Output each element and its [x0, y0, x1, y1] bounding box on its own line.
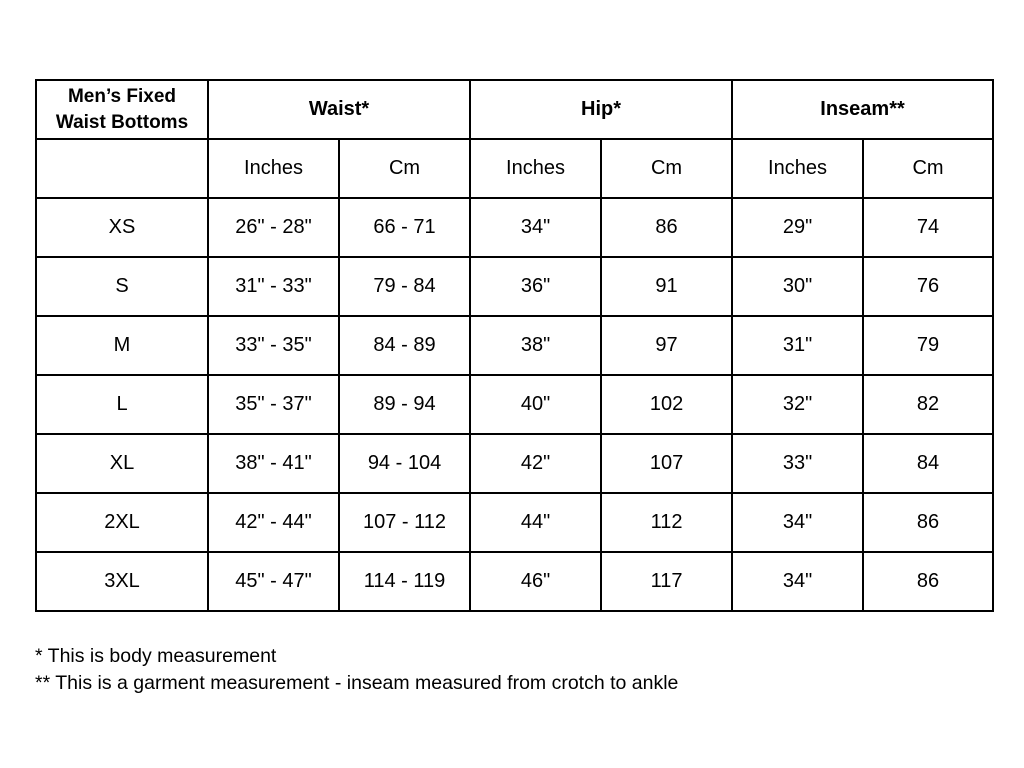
inseam-cm-cell: 79 — [863, 316, 993, 375]
hip-inches-cell: 34" — [470, 198, 601, 257]
inseam-inches-cell: 34" — [732, 493, 863, 552]
size-label: M — [36, 316, 208, 375]
group-header-row — [36, 80, 993, 139]
inseam-cm-header: Cm — [863, 139, 993, 198]
waist-cm-cell: 66 - 71 — [339, 198, 470, 257]
table-row — [36, 257, 993, 316]
inseam-inches-cell: 33" — [732, 434, 863, 493]
size-label: S — [36, 257, 208, 316]
waist-inches-cell: 42" - 44" — [208, 493, 339, 552]
waist-cm-cell: 107 - 112 — [339, 493, 470, 552]
hip-cm-cell: 107 — [601, 434, 732, 493]
size-label: XS — [36, 198, 208, 257]
size-label: XL — [36, 434, 208, 493]
hip-inches-cell: 40" — [470, 375, 601, 434]
table-row — [36, 316, 993, 375]
inseam-inches-cell: 30" — [732, 257, 863, 316]
table-title-line2: Waist Bottoms — [55, 111, 189, 133]
hip-inches-cell: 38" — [470, 316, 601, 375]
size-label: 2XL — [36, 493, 208, 552]
waist-cm-cell: 89 - 94 — [339, 375, 470, 434]
hip-cm-cell: 102 — [601, 375, 732, 434]
footnotes — [35, 643, 678, 697]
table-title-cell — [36, 80, 208, 139]
table-title-line1: Men’s Fixed — [67, 85, 177, 107]
hip-inches-cell: 36" — [470, 257, 601, 316]
waist-cm-cell: 114 - 119 — [339, 552, 470, 611]
inseam-group-header: Inseam** — [732, 80, 993, 139]
hip-inches-cell: 42" — [470, 434, 601, 493]
unit-header-row — [36, 139, 993, 198]
waist-inches-cell: 26" - 28" — [208, 198, 339, 257]
table-row — [36, 434, 993, 493]
table-row — [36, 375, 993, 434]
size-chart-table — [35, 79, 994, 612]
waist-cm-cell: 79 - 84 — [339, 257, 470, 316]
inseam-cm-cell: 82 — [863, 375, 993, 434]
waist-group-header: Waist* — [208, 80, 470, 139]
hip-cm-header: Cm — [601, 139, 732, 198]
size-label: 3XL — [36, 552, 208, 611]
table-row — [36, 552, 993, 611]
inseam-cm-cell: 86 — [863, 493, 993, 552]
hip-cm-cell: 91 — [601, 257, 732, 316]
waist-inches-cell: 31" - 33" — [208, 257, 339, 316]
waist-cm-cell: 94 - 104 — [339, 434, 470, 493]
waist-inches-header: Inches — [208, 139, 339, 198]
hip-inches-header: Inches — [470, 139, 601, 198]
hip-cm-cell: 117 — [601, 552, 732, 611]
hip-inches-cell: 46" — [470, 552, 601, 611]
hip-cm-cell: 86 — [601, 198, 732, 257]
footnote-garment-measurement: ** This is a garment measurement - inseam measured from crotch to ankle — [35, 672, 679, 694]
inseam-inches-header: Inches — [732, 139, 863, 198]
size-label: L — [36, 375, 208, 434]
table-row — [36, 198, 993, 257]
waist-cm-header: Cm — [339, 139, 470, 198]
waist-inches-cell: 38" - 41" — [208, 434, 339, 493]
hip-cm-cell: 97 — [601, 316, 732, 375]
hip-cm-cell: 112 — [601, 493, 732, 552]
hip-group-header: Hip* — [470, 80, 732, 139]
inseam-inches-cell: 31" — [732, 316, 863, 375]
waist-inches-cell: 33" - 35" — [208, 316, 339, 375]
inseam-cm-cell: 76 — [863, 257, 993, 316]
inseam-cm-cell: 74 — [863, 198, 993, 257]
footnote-body-measurement: * This is body measurement — [35, 645, 277, 667]
inseam-cm-cell: 86 — [863, 552, 993, 611]
inseam-inches-cell: 32" — [732, 375, 863, 434]
empty-corner-cell — [36, 139, 208, 198]
waist-inches-cell: 35" - 37" — [208, 375, 339, 434]
inseam-inches-cell: 34" — [732, 552, 863, 611]
hip-inches-cell: 44" — [470, 493, 601, 552]
table-row — [36, 493, 993, 552]
inseam-cm-cell: 84 — [863, 434, 993, 493]
waist-cm-cell: 84 - 89 — [339, 316, 470, 375]
inseam-inches-cell: 29" — [732, 198, 863, 257]
waist-inches-cell: 45" - 47" — [208, 552, 339, 611]
